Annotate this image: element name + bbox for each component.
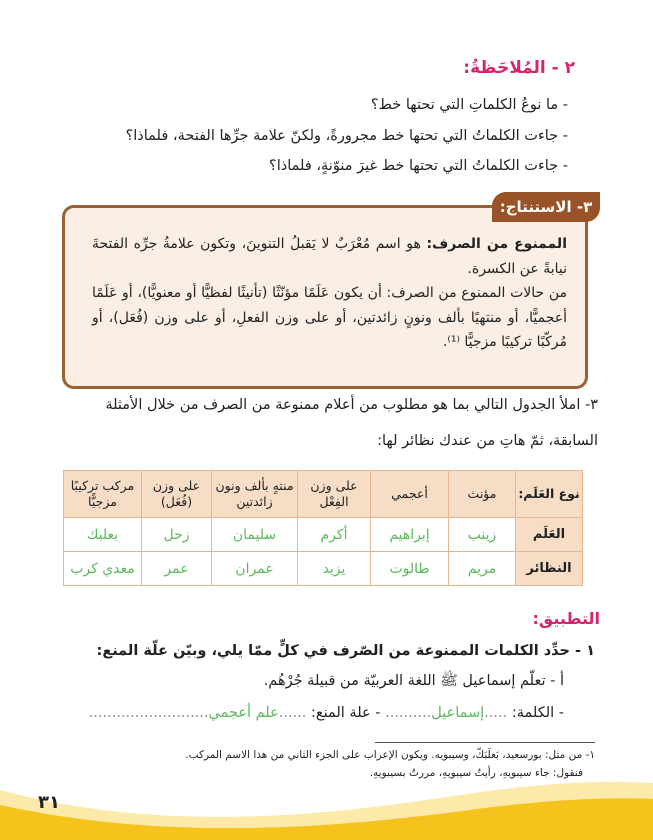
- table-cell: طالوت: [371, 552, 449, 586]
- table-cell: يزيد: [298, 552, 371, 586]
- bottom-wave-decoration: [0, 735, 653, 840]
- reason-answer[interactable]: علم أعجمي: [208, 705, 279, 721]
- conclusion-cases: من حالات الممنوع من الصرف: أن يكون عَلَمًا مؤنّثًا (تأنيثًا لفظيًّا أو معنويًّا)، أو عَلَمًا أعجميًّا، أو منتهيًا بألف ونونٍ زائدتين، أو على وزن الفعلِ، أو على وزن (فُعَل)، أو مُركّبًا تركيبًا مزجيًّا ⁽¹⁾.: [92, 285, 567, 350]
- table-cell: سليمان: [212, 518, 298, 552]
- note-question-3: - جاءت الكلماتُ التي تحتها خط غيرَ منوّنةٍ، فلماذا؟: [269, 158, 568, 174]
- row-label: العَلَم: [516, 518, 583, 552]
- footnote-line-1: ١- من مثل: بورسعيد، بَعلَبَكّ، وسيبويه. ويكون الإعراب على الجزء الثاني من هذا الاسم المركب.: [185, 749, 595, 761]
- names-table: [63, 470, 583, 586]
- header-verb-pattern: على وزن الفِعْل: [298, 471, 371, 518]
- word-label: - الكلمة:: [507, 705, 564, 721]
- header-fual-pattern: على وزن (فُعَل): [142, 471, 212, 518]
- table-header-row: [64, 471, 583, 518]
- activity3-line-2: السابقة، ثمّ هاتِ من عندك نظائر لها:: [377, 433, 598, 449]
- word-answer[interactable]: إسماعيل: [431, 705, 485, 721]
- table-cell: إبراهيم: [371, 518, 449, 552]
- conclusion-term: الممنوع من الصرف:: [426, 236, 567, 252]
- row-label: النظائر: [516, 552, 583, 586]
- table-cell: معدي كرب: [64, 552, 142, 586]
- header-compound: مركب تركيبًا مزجيًّا: [64, 471, 142, 518]
- header-name-type: نوع العَلَم:: [516, 471, 583, 518]
- table-cell: زينب: [449, 518, 516, 552]
- note-question-1: - ما نوعُ الكلماتِ التي تحتها خط؟: [370, 97, 568, 113]
- table-cell: مريم: [449, 552, 516, 586]
- application-heading: التطبيق:: [532, 609, 600, 628]
- reason-label: - علة المنع:: [306, 705, 386, 721]
- header-feminine: مؤنث: [449, 471, 516, 518]
- header-foreign: أعجمي: [371, 471, 449, 518]
- table-row: [64, 518, 583, 552]
- table-row: [64, 552, 583, 586]
- activity3-line-1: ٣- املأ الجدول التالي بما هو مطلوب من أعلام ممنوعة من الصرف من خلال الأمثلة: [105, 397, 598, 413]
- application-question-1: ١ - حدِّد الكلمات الممنوعة من الصّرف في كلٍّ ممّا يلي، وبيّن علّة المنع:: [96, 643, 595, 659]
- table-cell: عمر: [142, 552, 212, 586]
- page-number: ٣١: [38, 792, 60, 813]
- footnote-line-2: فنقول: جاء سيبويهِ، رأيتُ سيبويهِ، مررتُ بسيبويهِ.: [369, 767, 583, 779]
- note-heading: ٢ - المُلاحَظةُ:: [463, 58, 575, 78]
- table-cell: عمران: [212, 552, 298, 586]
- conclusion-tab: ٣- الاستنتاج:: [492, 192, 600, 222]
- conclusion-text: [92, 232, 567, 355]
- table-cell: بعلبك: [64, 518, 142, 552]
- table-cell: أكرم: [298, 518, 371, 552]
- conclusion-definition: هو اسم مُعْرَبٌ لا يَقبلُ التنوينَ، وتكون علامةُ جرِّه الفتحةَ نيابةً عن الكسرة.: [92, 236, 567, 277]
- table-cell: زحل: [142, 518, 212, 552]
- header-alif-nun: منتهٍ بألف ونون زائدتين: [212, 471, 298, 518]
- note-question-2: - جاءت الكلماتُ التي تحتها خط مجرورةً، ولكنّ علامة جرِّها الفتحة، فلماذا؟: [125, 128, 568, 144]
- application-answer-line: - الكلمة: .....إسماعيل.......... - علة المنع: ......علم أعجمي..........................: [88, 705, 564, 721]
- application-sentence-a: أ - تعلّم إسماعيل ﷺ اللغة العربيّة من قبيلة جُرْهُم.: [263, 673, 564, 689]
